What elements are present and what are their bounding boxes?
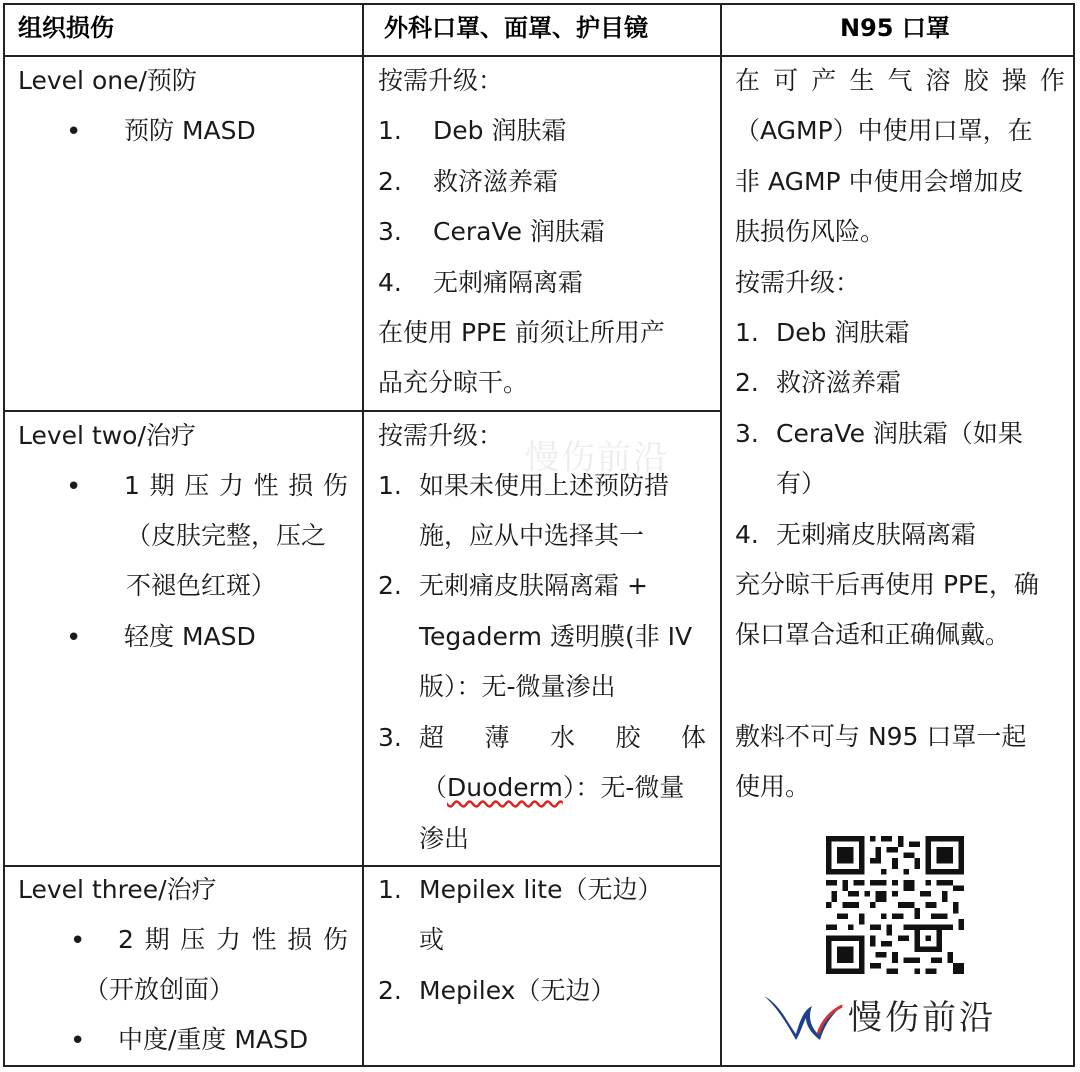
row-divider xyxy=(5,865,722,867)
list-item: 无刺痛隔离霜 xyxy=(433,268,584,297)
watermark-text: 慢伤前沿 xyxy=(525,438,669,478)
list-number: 1. xyxy=(378,116,402,145)
row3-bullet1-line: 2 期 压 力 性 损 伤 xyxy=(118,925,348,954)
header-tissue-damage: 组织损伤 xyxy=(18,14,114,42)
list-number: 3. xyxy=(378,217,402,246)
list-number: 1. xyxy=(735,318,759,347)
list-item-line: （Duoderm）：无-微量 xyxy=(422,773,685,802)
column-divider xyxy=(362,5,364,1065)
list-item-line: 或 xyxy=(419,925,445,954)
row3-level: Level three/治疗 xyxy=(18,875,217,904)
list-item-line: Tegaderm 透明膜(非 IV xyxy=(419,622,693,651)
bullet-icon: • xyxy=(66,623,82,653)
row2-col2-intro: 按需升级： xyxy=(378,421,504,450)
list-item-line: 超 薄 水 胶 体 xyxy=(419,723,706,752)
list-number: 4. xyxy=(378,268,402,297)
header-surgical-mask: 外科口罩、面罩、护目镜 xyxy=(384,14,648,42)
list-item: Deb 润肤霜 xyxy=(776,318,910,347)
row1-level: Level one/预防 xyxy=(18,66,197,95)
list-item-line: 版）：无-微量渗出 xyxy=(419,672,616,701)
list-item: Deb 润肤霜 xyxy=(433,116,567,145)
list-number: 2. xyxy=(378,167,402,196)
list-item-line: Mepilex lite（无边） xyxy=(419,875,663,904)
col3-para-line: 非 AGMP 中使用会增加皮 xyxy=(735,167,1024,196)
col3-intro: 按需升级： xyxy=(735,268,861,297)
row2-bullet1-line: （皮肤完整，压之 xyxy=(126,521,327,550)
bullet-icon: • xyxy=(66,117,82,147)
wave-w-logo-icon xyxy=(762,990,846,1042)
brand-name: 慢伤前沿 xyxy=(848,998,996,1038)
row1-note-line: 在使用 PPE 前须让所用产 xyxy=(378,318,665,347)
row2-bullet2: 轻度 MASD xyxy=(124,622,256,651)
list-number: 1. xyxy=(378,471,402,500)
list-item: 救济滋养霜 xyxy=(433,167,559,196)
col3-para-line: 在 可 产 生 气 溶 胶 操 作 xyxy=(735,66,1065,95)
col3-para-line: 敷料不可与 N95 口罩一起 xyxy=(735,722,1027,751)
col3-para-line: 肤损伤风险。 xyxy=(735,217,886,246)
list-item-line: 施，应从中选择其一 xyxy=(419,521,645,550)
spellcheck-word: Duoderm xyxy=(447,773,563,802)
list-number: 4. xyxy=(735,520,759,549)
row3-bullet2: 中度/重度 MASD xyxy=(118,1025,309,1054)
list-number: 1. xyxy=(378,875,402,904)
header-n95-mask: N95 口罩 xyxy=(840,14,950,42)
list-item-line: CeraVe 润肤霜（如果 xyxy=(776,419,1023,448)
list-number: 3. xyxy=(735,419,759,448)
row1-note-line: 品充分晾干。 xyxy=(378,368,529,397)
list-item-line: 如果未使用上述预防措 xyxy=(419,471,670,500)
row2-bullet1-line: 不褪色红斑） xyxy=(126,571,277,600)
row2-bullet1-line: 1 期 压 力 性 损 伤 xyxy=(124,471,348,500)
row1-bullet: 预防 MASD xyxy=(124,116,256,145)
list-number: 3. xyxy=(378,723,402,752)
col3-para-line: （AGMP）中使用口罩，在 xyxy=(735,116,1033,145)
header-divider xyxy=(5,55,1073,57)
list-item: 无刺痛皮肤隔离霜 xyxy=(776,520,977,549)
list-item: 救济滋养霜 xyxy=(776,368,902,397)
column-divider xyxy=(720,5,722,1065)
list-item: CeraVe 润肤霜 xyxy=(433,217,605,246)
row-divider xyxy=(5,410,722,412)
list-item-line: Mepilex（无边） xyxy=(419,976,616,1005)
list-number: 2. xyxy=(735,368,759,397)
row1-col2-intro: 按需升级： xyxy=(378,66,504,95)
bullet-icon: • xyxy=(70,926,86,956)
bullet-icon: • xyxy=(66,472,82,502)
row3-bullet1-line: （开放创面） xyxy=(84,975,235,1004)
col3-para-line: 充分晾干后再使用 PPE，确 xyxy=(735,570,1039,599)
col3-para-line: 保口罩合适和正确佩戴。 xyxy=(735,620,1011,649)
list-item-line: 无刺痛皮肤隔离霜 + xyxy=(419,571,648,600)
list-item-line: 渗出 xyxy=(419,824,470,853)
bullet-icon: • xyxy=(70,1026,86,1056)
list-item-line: 有） xyxy=(776,469,827,498)
col3-para-line: 使用。 xyxy=(735,772,811,801)
qr-code-icon[interactable] xyxy=(826,836,964,974)
list-number: 2. xyxy=(378,976,402,1005)
list-number: 2. xyxy=(378,571,402,600)
row2-level: Level two/治疗 xyxy=(18,421,196,450)
